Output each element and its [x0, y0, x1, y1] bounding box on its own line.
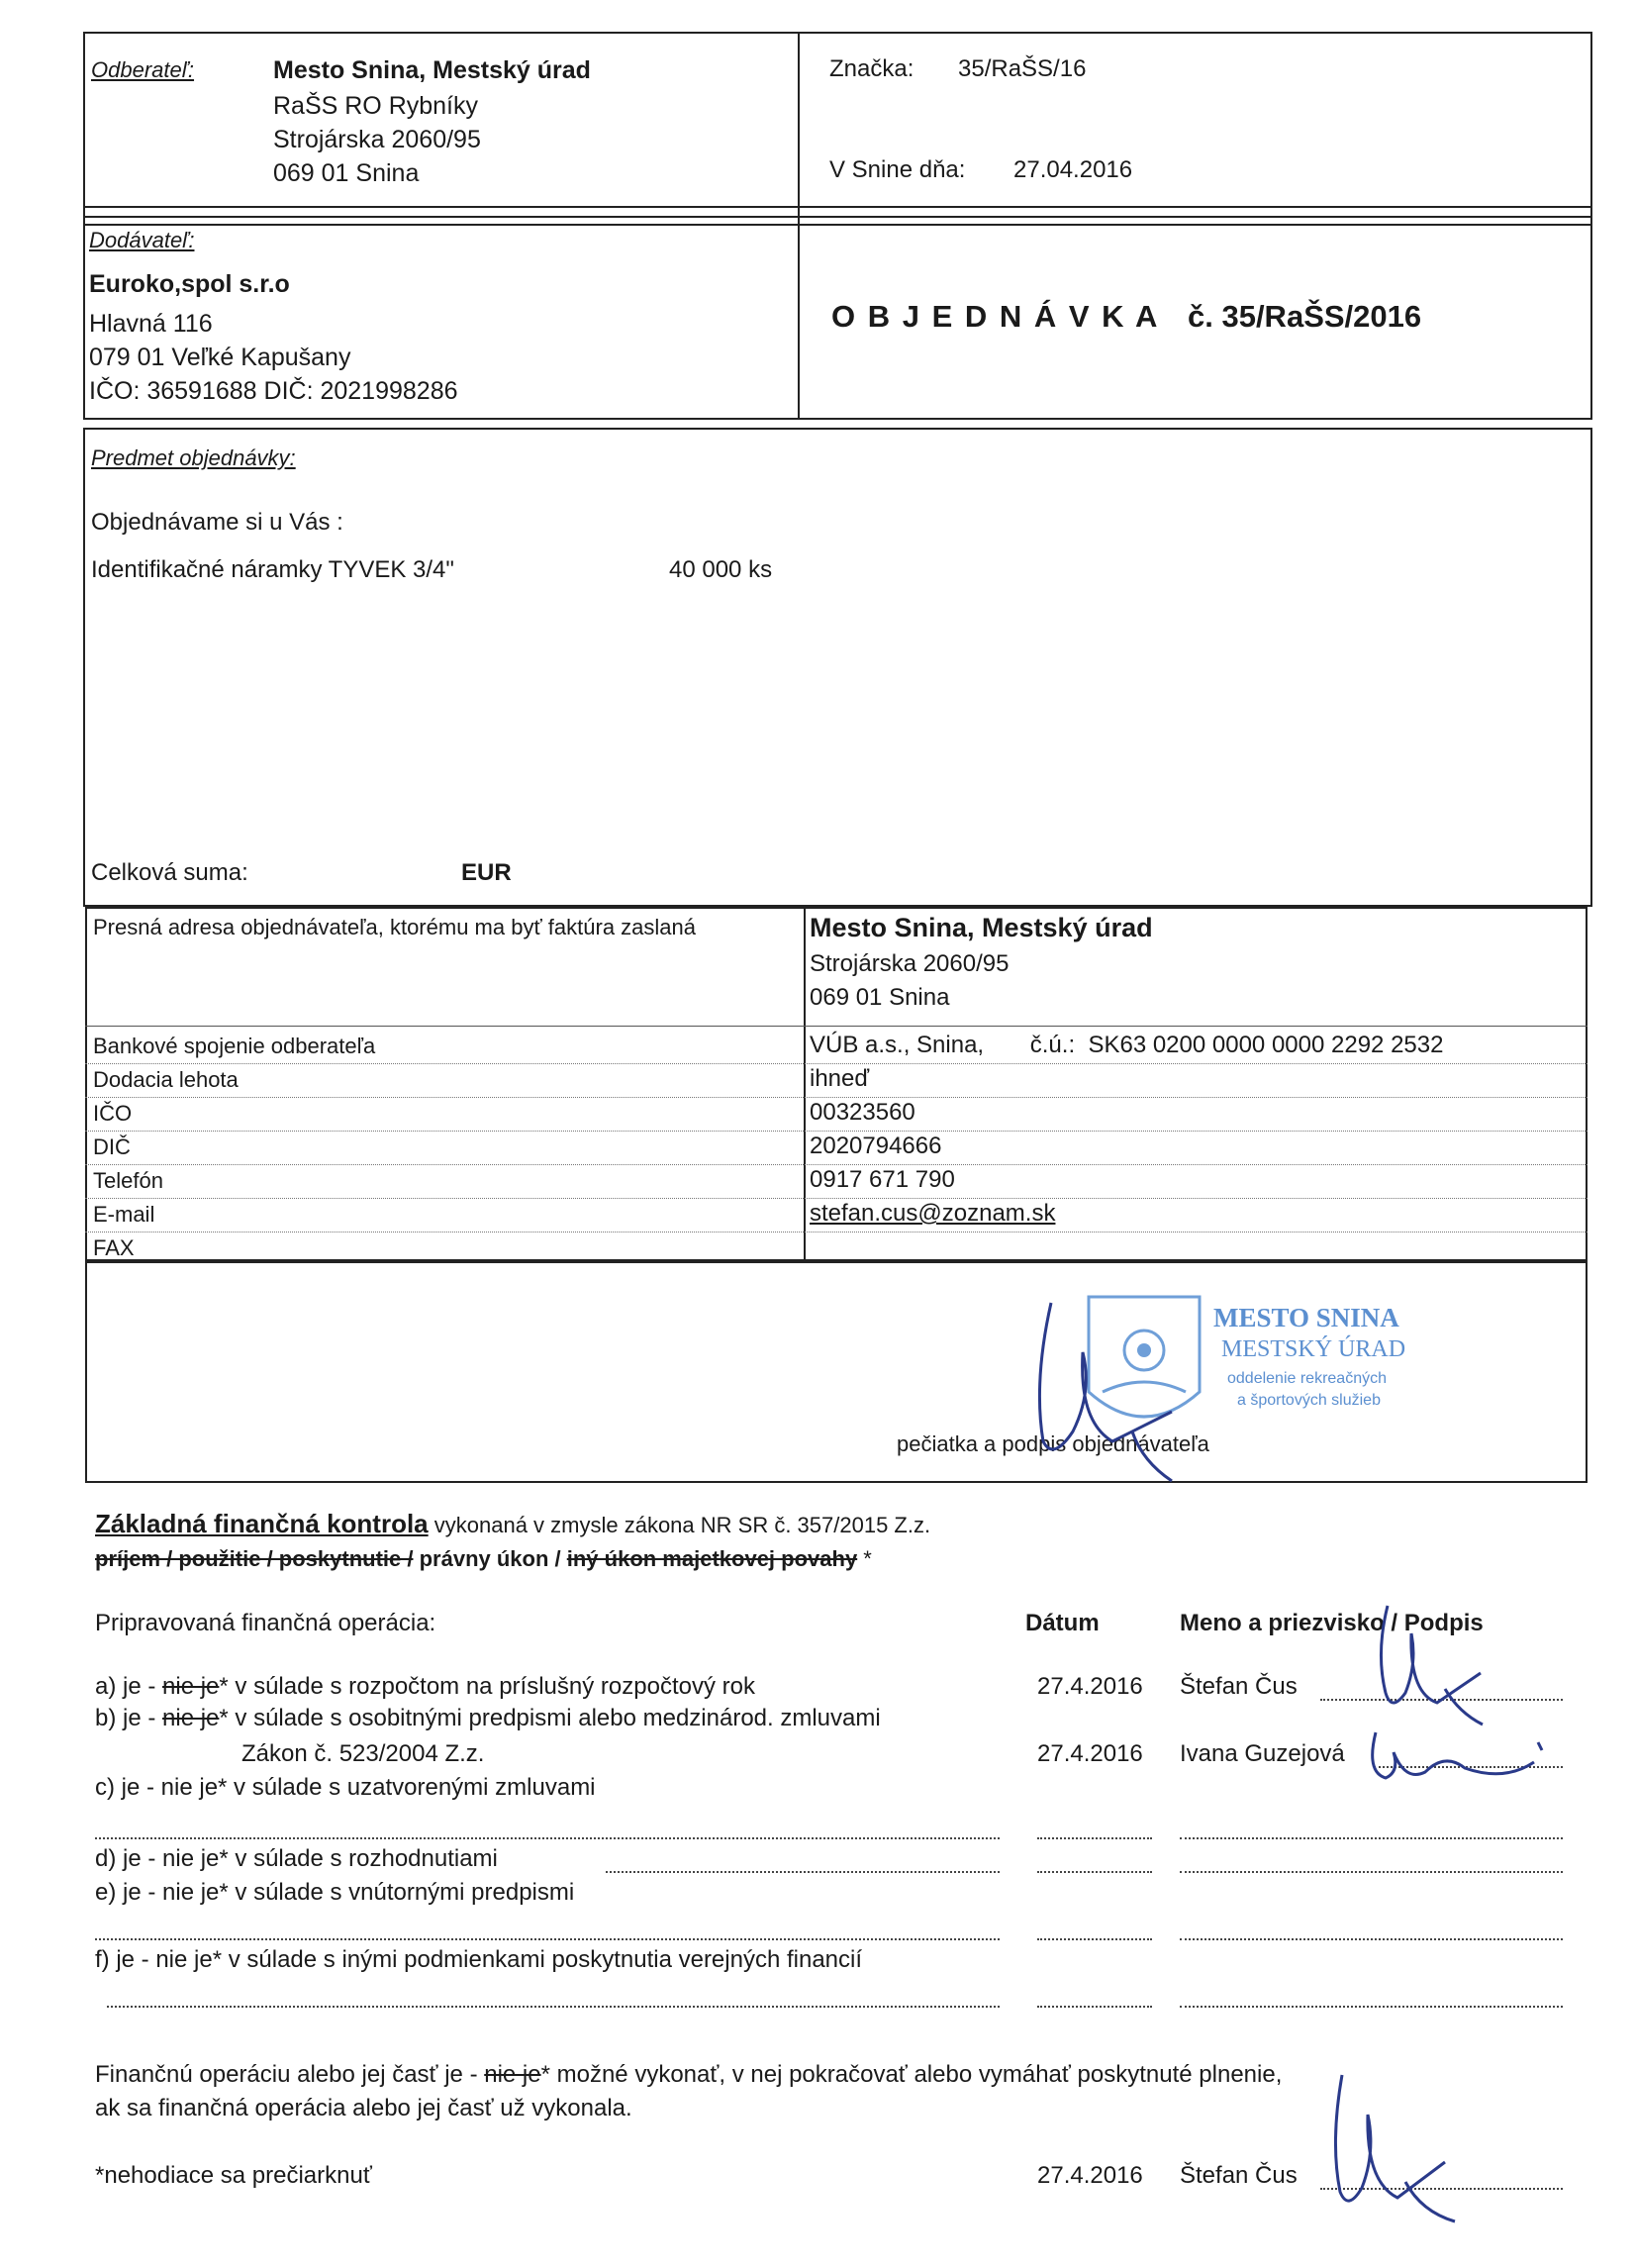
control-type-struck2: iný úkon majetkovej povahy [566, 1546, 858, 1571]
customer-name: Mesto Snina, Mestský úrad [273, 56, 591, 84]
control-title: Základná finančná kontrola [95, 1509, 429, 1538]
details-rule [85, 1026, 1588, 1027]
control-e-dots [95, 1938, 1000, 1940]
detail-row-label: FAX [93, 1235, 135, 1260]
control-e-name-dots [1180, 1938, 1563, 1940]
detail-row-value: 00323560 [810, 1099, 915, 1126]
control-e: e) je - nie je* v súlade s vnútornými predpismi [95, 1879, 575, 1906]
subject-label: Predmet objednávky: [91, 445, 296, 470]
control-f-dots [107, 2006, 1000, 2008]
subject-intro: Objednávame si u Vás : [91, 509, 343, 536]
stamp-line3: oddelenie rekreačných [1227, 1370, 1387, 1387]
name-header: Meno a priezvisko / Podpis [1180, 1610, 1484, 1636]
control-b-text: * v súlade s osobitnými predpismi alebo medzinárod. zmluvami [219, 1705, 881, 1731]
control-c: c) je - nie je* v súlade s uzatvorenými zmluvami [95, 1774, 596, 1801]
control-a [95, 1671, 755, 1703]
signature-a-icon [1372, 1594, 1500, 1732]
detail-row-value: ihneď [810, 1065, 870, 1092]
address-line1: Strojárska 2060/95 [810, 950, 1010, 977]
footnote: *nehodiace sa prečiarknuť [95, 2162, 372, 2189]
control-b [95, 1703, 881, 1734]
date-header: Dátum [1025, 1610, 1100, 1636]
mark-label: Značka: [829, 55, 914, 82]
control-heading [95, 1509, 930, 1539]
signature-final-icon [1326, 2063, 1475, 2231]
control-b-date: 27.4.2016 [1037, 1740, 1143, 1767]
final-statement-2: ak sa finančná operácia alebo jej časť už vykonala. [95, 2095, 632, 2121]
control-c-date-dots [1037, 1837, 1152, 1839]
header-rule [83, 206, 1592, 208]
detail-row-label: Bankové spojenie odberateľa [93, 1034, 376, 1058]
stamp-caption: pečiatka a podpis objednávateľa [897, 1431, 1209, 1456]
detail-row-label: Dodacia lehota [93, 1067, 239, 1092]
date-value: 27.04.2016 [1013, 156, 1133, 183]
operation-label: Pripravovaná finančná operácia: [95, 1610, 436, 1636]
supplier-line1: Hlavná 116 [89, 310, 213, 338]
control-type-struck: príjem / použitie / poskytnutie / [95, 1546, 414, 1571]
stamp-line4: a športových služieb [1237, 1392, 1381, 1409]
control-f-date-dots [1037, 2006, 1152, 2008]
detail-row-label: E-mail [93, 1202, 155, 1227]
detail-row-label: IČO [93, 1101, 133, 1126]
control-a-name: Štefan Čus [1180, 1673, 1298, 1700]
detail-row-label: DIČ [93, 1134, 131, 1159]
stamp-line1: MESTO SNINA [1213, 1303, 1399, 1332]
control-type-star: * [857, 1546, 872, 1571]
control-c-dots [95, 1837, 1000, 1839]
address-line2: 069 01 Snina [810, 984, 950, 1011]
subject-box [83, 428, 1592, 907]
control-f-name-dots [1180, 2006, 1563, 2008]
customer-label: Odberateľ: [91, 57, 195, 82]
date-label: V Snine dňa: [829, 156, 966, 183]
details-divider [804, 907, 806, 1261]
detail-row-value: 0917 671 790 [810, 1166, 955, 1193]
customer-line3: 069 01 Snina [273, 159, 420, 187]
address-label: Presná adresa objednávateľa, ktorému ma byť faktúra zaslaná [93, 915, 697, 939]
subject-item: Identifikačné náramky TYVEK 3/4" [91, 556, 454, 583]
detail-row-label: Telefón [93, 1168, 163, 1193]
detail-row-value: VÚB a.s., Snina, č.ú.: SK63 0200 0000 0000 2292 2532 [810, 1032, 1444, 1058]
final-name: Štefan Čus [1180, 2162, 1298, 2189]
final-text: * možné vykonať, v nej pokračovať alebo vymáhať poskytnuté plnenie, [540, 2061, 1283, 2088]
control-type [95, 1546, 872, 1572]
control-d-date-dots [1037, 1871, 1152, 1873]
customer-line1: RaŠS RO Rybníky [273, 92, 479, 120]
control-a-text: * v súlade s rozpočtom na príslušný rozpočtový rok [219, 1673, 755, 1700]
detail-row-divider [85, 1232, 1588, 1233]
control-title-rest: vykonaná v zmysle zákona NR SR č. 357/2015 Z.z. [428, 1513, 931, 1537]
control-d-dots [606, 1871, 1000, 1873]
control-a-struck: nie je [162, 1673, 220, 1700]
subject-qty: 40 000 ks [669, 556, 773, 583]
control-b-struck: nie je [162, 1705, 220, 1731]
supplier-name: Euroko,spol s.r.o [89, 270, 290, 298]
control-b-law: Zákon č. 523/2004 Z.z. [241, 1740, 485, 1767]
control-f: f) je - nie je* v súlade s inými podmienkami poskytnutia verejných financií [95, 1946, 863, 1973]
order-title: O B J E D N Á V K A [831, 299, 1160, 334]
control-e-date-dots [1037, 1938, 1152, 1940]
final-struck: nie je [484, 2061, 541, 2088]
detail-row-value[interactable]: stefan.cus@zoznam.sk [810, 1200, 1056, 1227]
header-divider [798, 32, 800, 226]
final-prefix: Finančnú operáciu alebo jej časť je - [95, 2061, 485, 2088]
control-b-name: Ivana Guzejová [1180, 1740, 1345, 1767]
supplier-label: Dodávateľ: [89, 228, 195, 252]
stamp-line2: MESTSKÝ ÚRAD [1221, 1336, 1406, 1362]
order-number: č. 35/RaŠS/2016 [1188, 299, 1422, 334]
total-currency: EUR [461, 859, 512, 886]
final-date: 27.4.2016 [1037, 2162, 1143, 2189]
total-label: Celková suma: [91, 859, 248, 886]
mark-value: 35/RaŠS/16 [958, 55, 1087, 82]
final-statement [95, 2059, 1282, 2091]
control-a-prefix: a) je - [95, 1673, 163, 1700]
control-b-prefix: b) je - [95, 1705, 163, 1731]
customer-line2: Strojárska 2060/95 [273, 126, 481, 153]
control-type-kept: právny úkon / [413, 1546, 567, 1571]
control-d: d) je - nie je* v súlade s rozhodnutiami [95, 1845, 498, 1872]
control-c-name-dots [1180, 1837, 1563, 1839]
signature-b-icon [1366, 1723, 1564, 1792]
control-a-date: 27.4.2016 [1037, 1673, 1143, 1700]
supplier-line2: 079 01 Veľké Kapušany [89, 344, 351, 371]
supplier-divider [798, 216, 800, 420]
address-name: Mesto Snina, Mestský úrad [810, 913, 1153, 942]
control-d-name-dots [1180, 1871, 1563, 1873]
orderer-signature-icon [1023, 1293, 1202, 1491]
supplier-line3: IČO: 36591688 DIČ: 2021998286 [89, 377, 458, 405]
detail-row-value: 2020794666 [810, 1133, 942, 1159]
